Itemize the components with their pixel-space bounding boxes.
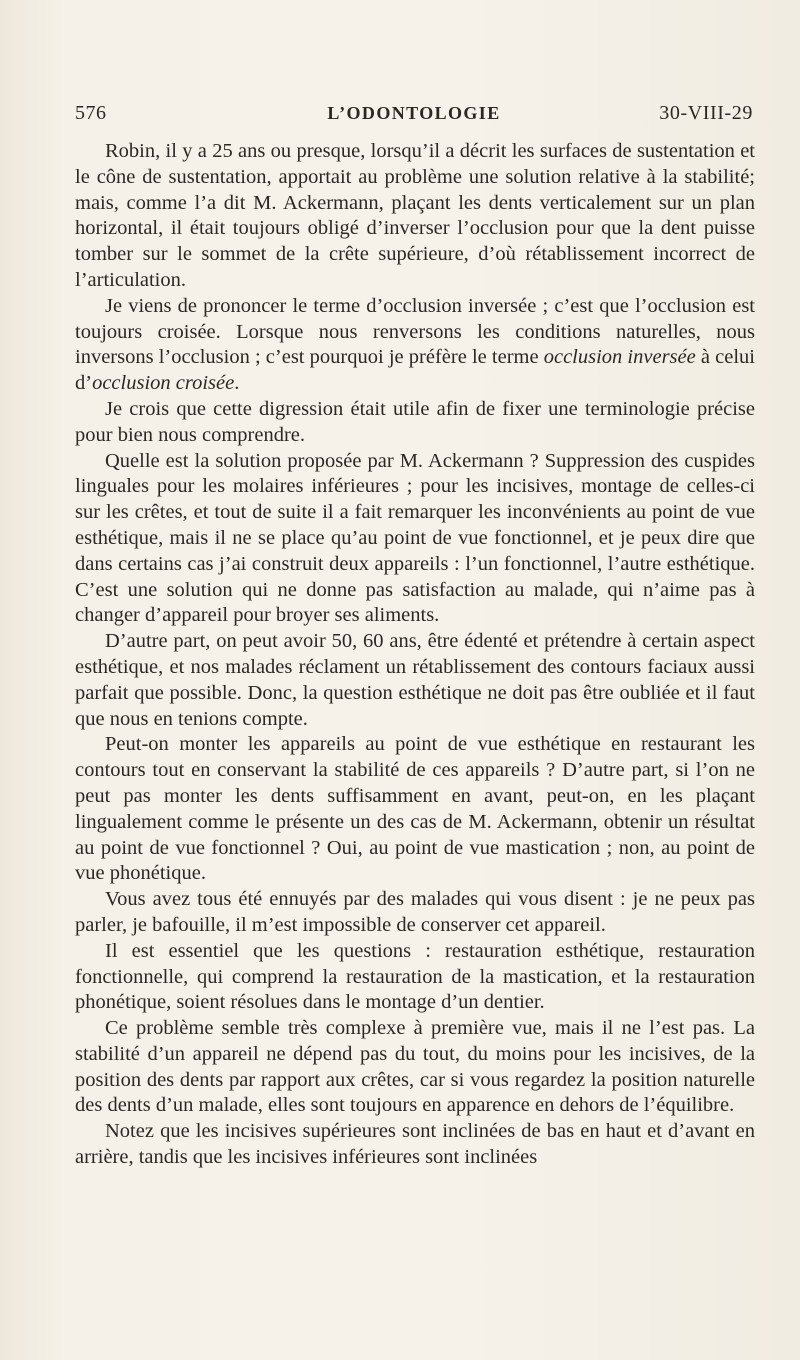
paragraph-solution: Quelle est la solution proposée par M. Ackermann ? Suppression des cuspides linguales pour les molaires inférieures ; pour les incisives, montage de celles-ci sur les crêtes, et tout de suite il a fait remarquer les inconvénients au point de vue esthétique, mais il ne se place qu’au point de vue fonctionnel, et je peux dire que dans certains cas j’ai construit deux appareils : l’un fonctionnel, l’autre esthétique. C’est une solution qui ne donne pas satisfaction au malade, qui n’aime pas à changer d’appareil pour broyer ses aliments. [75, 449, 755, 627]
paragraph-monter-appareils: Peut-on monter les appareils au point de vue esthétique en restaurant les contours tout en conservant la stabilité de ces appareils ? D’autre part, si l’on ne peut pas monter les dents suffisamment en avant, peut-on, en les plaçant lingualement comme le présente un des cas de M. Ackermann, obtenir un résultat au point de vue fonctionnel ? Oui, au point de vue mastication ; non, au point de vue phonétique. [75, 733, 755, 885]
page-number: 576 [75, 102, 107, 124]
paragraph-occlusion-inversee [75, 294, 755, 397]
paragraph-incisives: Notez que les incisives supérieures sont inclinées de bas en haut et d’avant en arrière, tandis que les incisives inférieures sont inclinées [75, 1120, 755, 1169]
paragraph-esthetique: D’autre part, on peut avoir 50, 60 ans, être édenté et prétendre à certain aspect esthétique, et nos malades réclament un rétablissement des contours faciaux aussi parfait que possible. Donc, la question esthétique ne doit pas être oubliée et il faut que nous en tenions compte. [75, 630, 755, 730]
term-occlusion-inversee: occlusion inversée [543, 346, 696, 369]
paragraph-malades: Vous avez tous été ennuyés par des malades qui vous disent : je ne peux pas parler, je bafouille, il m’est impossible de conserver cet appareil. [75, 888, 755, 936]
paragraph-text: . [234, 372, 240, 395]
paragraph-text: à celui d’ [75, 346, 755, 395]
body-text [75, 139, 755, 1171]
journal-title: L’ODONTOLOGIE [327, 103, 501, 123]
paragraph-text: Je viens de prononcer le terme d’occlusion inversée ; c’est que l’occlusion est toujours croisée. Lorsque nous renversons les conditions naturelles, nous inversons l’occlusion ; c’est pourquoi je préfère le terme [75, 294, 755, 369]
paragraph-robin: Robin, il y a 25 ans ou presque, lorsqu’il a décrit les surfaces de sustentation et le cône de sustentation, apportait au problème une solution relative à la stabilité; mais, comme l’a dit M. Ackermann, plaçant les dents verticalement sur un plan horizontal, il était toujours obligé d’inverser l’occlusion pour que la dent puisse tomber sur le sommet de la crête supérieure, d’où rétablissement incorrect de l’articulation. [75, 140, 755, 291]
term-occlusion-croisee: occlusion croisée [92, 372, 235, 395]
paragraph-questions: Il est essentiel que les questions : restauration esthétique, restauration fonctionnelle, qui comprend la restauration de la mastication, et la restauration phonétique, soient résolues dans le montage d’un dentier. [75, 939, 755, 1014]
paragraph-digression: Je crois que cette digression était utile afin de fixer une terminologie précise pour bien nous comprendre. [75, 397, 755, 446]
paragraph-probleme: Ce problème semble très complexe à première vue, mais il ne l’est pas. La stabilité d’un appareil ne dépend pas du tout, du moins pour les incisives, de la position des dents par rapport aux crêtes, car si vous regardez la position naturelle des dents d’un malade, elles sont toujours en apparence en dehors de l’équilibre. [75, 1017, 755, 1117]
issue-date: 30-VIII-29 [659, 102, 753, 124]
running-header [75, 102, 753, 132]
